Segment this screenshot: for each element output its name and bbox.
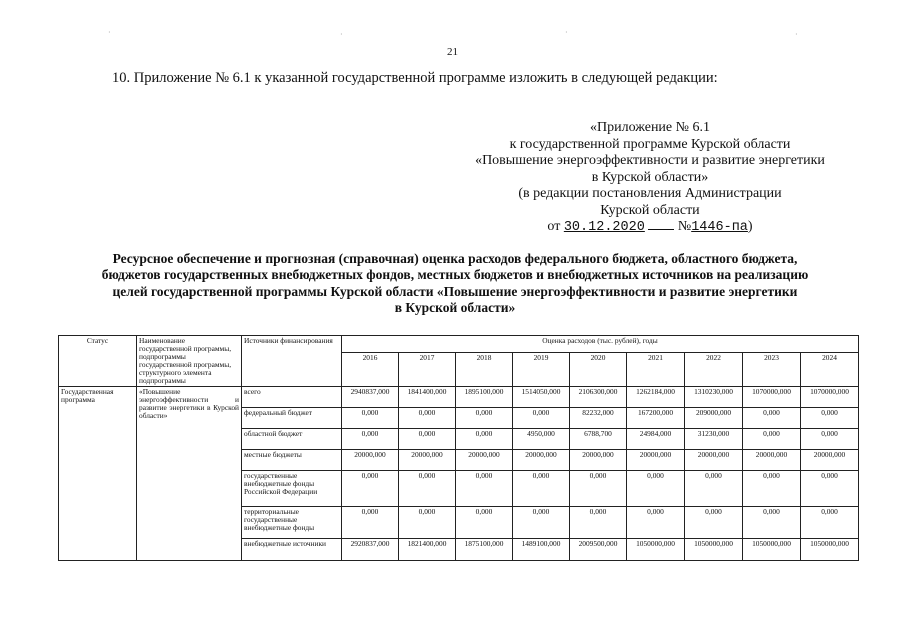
value-cell: 0,000 xyxy=(456,471,513,507)
value-cell: 0,000 xyxy=(399,429,456,450)
resource-table xyxy=(58,335,859,561)
source-cell: всего xyxy=(242,387,342,408)
source-cell: территориальные государственные внебюджетные фонды xyxy=(242,507,342,539)
source-cell: местные бюджеты xyxy=(242,450,342,471)
source-cell: областной бюджет xyxy=(242,429,342,450)
heading-line: целей государственной программы Курской области «Повышение энергоэффективности и развитие энергетики xyxy=(112,283,798,299)
value-cell: 1875100,000 xyxy=(456,539,513,561)
value-cell: 2106300,000 xyxy=(570,387,627,408)
value-cell: 20000,000 xyxy=(627,450,685,471)
scan-dot: · xyxy=(565,28,568,37)
value-cell: 82232,000 xyxy=(570,408,627,429)
value-cell: 0,000 xyxy=(342,429,399,450)
value-cell: 0,000 xyxy=(627,507,685,539)
decree-number-label: № xyxy=(677,219,692,234)
value-cell: 20000,000 xyxy=(801,450,859,471)
program-name-cell: «Повышение энергоэффективности и развитие энергетики в Курской области» xyxy=(137,387,242,561)
value-cell: 0,000 xyxy=(801,507,859,539)
value-cell: 0,000 xyxy=(570,507,627,539)
value-cell: 0,000 xyxy=(399,507,456,539)
value-cell: 1050000,000 xyxy=(743,539,801,561)
value-cell: 0,000 xyxy=(456,429,513,450)
value-cell: 24984,000 xyxy=(627,429,685,450)
value-cell: 0,000 xyxy=(342,408,399,429)
value-cell: 209000,000 xyxy=(685,408,743,429)
appendix-line: «Приложение № 6.1 xyxy=(590,120,710,135)
value-cell: 1514050,000 xyxy=(513,387,570,408)
page-number: 21 xyxy=(447,46,458,58)
value-cell: 1262184,000 xyxy=(627,387,685,408)
decree-blank xyxy=(648,219,674,230)
value-cell: 1841400,000 xyxy=(399,387,456,408)
decree-prefix: от xyxy=(547,219,561,234)
value-cell: 1070000,000 xyxy=(801,387,859,408)
value-cell: 0,000 xyxy=(743,471,801,507)
heading-line: бюджетов государственных внебюджетных фондов, местных бюджетов и внебюджетных источников на реализацию xyxy=(101,267,809,283)
header-estimate: Оценка расходов (тыс. рублей), годы xyxy=(342,336,859,353)
source-cell: государственные внебюджетные фонды Российской Федерации xyxy=(242,471,342,507)
value-cell: 0,000 xyxy=(801,408,859,429)
value-cell: 0,000 xyxy=(627,471,685,507)
value-cell: 20000,000 xyxy=(513,450,570,471)
value-cell: 1489100,000 xyxy=(513,539,570,561)
value-cell: 0,000 xyxy=(685,507,743,539)
value-cell: 0,000 xyxy=(801,471,859,507)
value-cell: 1310230,000 xyxy=(685,387,743,408)
source-cell: федеральный бюджет xyxy=(242,408,342,429)
table-row xyxy=(59,387,859,408)
header-name: Наименование государственной программы, подпрограммы государственной программы, структурного элемента подпрограммы xyxy=(137,336,242,387)
value-cell: 1070000,000 xyxy=(743,387,801,408)
decree-suffix: ) xyxy=(747,219,753,234)
value-cell: 0,000 xyxy=(399,408,456,429)
scan-dot: · xyxy=(795,30,798,39)
status-cell: Государственная программа xyxy=(59,387,137,561)
value-cell: 0,000 xyxy=(743,429,801,450)
source-cell: внебюджетные источники xyxy=(242,539,342,561)
header-year: 2018 xyxy=(456,353,513,387)
value-cell: 0,000 xyxy=(570,471,627,507)
value-cell: 20000,000 xyxy=(342,450,399,471)
value-cell: 0,000 xyxy=(342,471,399,507)
value-cell: 0,000 xyxy=(456,408,513,429)
value-cell: 1050000,000 xyxy=(627,539,685,561)
appendix-line: в Курской области» xyxy=(591,169,709,185)
value-cell: 1895100,000 xyxy=(456,387,513,408)
value-cell: 20000,000 xyxy=(399,450,456,471)
appendix-line: (в редакции постановления Администрации xyxy=(518,186,782,201)
header-year: 2016 xyxy=(342,353,399,387)
appendix-line: к государственной программе Курской области xyxy=(509,136,791,152)
header-year: 2024 xyxy=(801,353,859,387)
value-cell: 4950,000 xyxy=(513,429,570,450)
header-sources: Источники финансирования xyxy=(242,336,342,387)
value-cell: 0,000 xyxy=(685,471,743,507)
value-cell: 20000,000 xyxy=(685,450,743,471)
header-year: 2023 xyxy=(743,353,801,387)
value-cell: 2940837,000 xyxy=(342,387,399,408)
appendix-line: «Повышение энергоэффективности и развитие энергетики xyxy=(475,153,825,168)
table-heading xyxy=(60,251,850,316)
value-cell: 20000,000 xyxy=(456,450,513,471)
header-year: 2017 xyxy=(399,353,456,387)
value-cell: 0,000 xyxy=(743,507,801,539)
header-year: 2019 xyxy=(513,353,570,387)
value-cell: 20000,000 xyxy=(743,450,801,471)
value-cell: 0,000 xyxy=(342,507,399,539)
value-cell: 2009500,000 xyxy=(570,539,627,561)
value-cell: 0,000 xyxy=(743,408,801,429)
value-cell: 6788,700 xyxy=(570,429,627,450)
value-cell: 0,000 xyxy=(801,429,859,450)
decree-line xyxy=(440,219,860,237)
value-cell: 0,000 xyxy=(456,507,513,539)
heading-line: в Курской области» xyxy=(394,299,516,315)
value-cell: 1050000,000 xyxy=(685,539,743,561)
scan-dot: · xyxy=(108,28,111,37)
header-year: 2022 xyxy=(685,353,743,387)
value-cell: 0,000 xyxy=(513,507,570,539)
decree-number: 1446-па xyxy=(691,220,748,235)
value-cell: 20000,000 xyxy=(570,450,627,471)
header-status: Статус xyxy=(59,336,137,387)
decree-date: 30.12.2020 xyxy=(563,220,645,235)
value-cell: 0,000 xyxy=(513,408,570,429)
scan-dot: · xyxy=(340,30,343,39)
header-year: 2021 xyxy=(627,353,685,387)
value-cell: 0,000 xyxy=(513,471,570,507)
intro-paragraph: 10. Приложение № 6.1 к указанной государственной программе изложить в следующей редакции: xyxy=(112,70,718,86)
value-cell: 0,000 xyxy=(399,471,456,507)
value-cell: 31230,000 xyxy=(685,429,743,450)
value-cell: 1821400,000 xyxy=(399,539,456,561)
heading-line: Ресурсное обеспечение и прогнозная (справочная) оценка расходов федерального бюджета, областного бюджета, xyxy=(112,251,798,266)
appendix-line: Курской области xyxy=(600,202,700,218)
header-year: 2020 xyxy=(570,353,627,387)
value-cell: 167200,000 xyxy=(627,408,685,429)
value-cell: 2920837,000 xyxy=(342,539,399,561)
appendix-header xyxy=(440,120,860,237)
value-cell: 1050000,000 xyxy=(801,539,859,561)
